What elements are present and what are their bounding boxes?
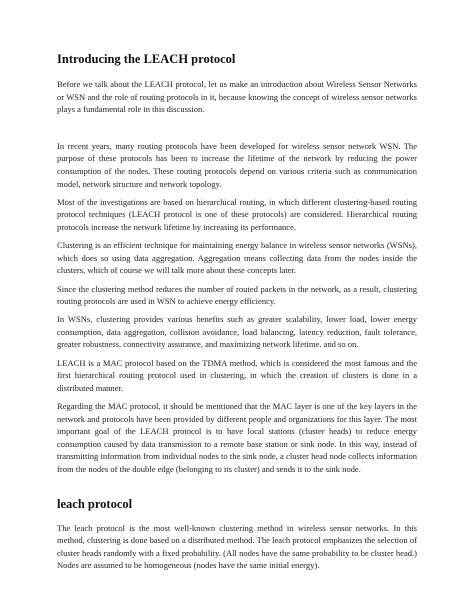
paragraph-mac-protocol: Regarding the MAC protocol, it should be mentioned that the MAC layer is one of the key layers in the network and protocols have been provided by different people and organizations for this layer. The most important goal of the LEACH protocol is to have local stations (cluster heads) to reduce energy consumption caused by data transmission to a remote base station or sink node. In this way, instead of transmitting information from individual nodes to the sink node, a cluster head node collects information from the nodes of the double edge (belonging to its cluster) and sends it to the sink node.	[57, 401, 417, 474]
body-section	[57, 140, 417, 476]
paragraph-leach-mac: LEACH is a MAC protocol based on the TDMA method, which is considered the most famous and the first hierarchical routing protocol used in clustering, in which the creation of clusters is done in a distributed manner.	[57, 357, 417, 393]
section-heading-introducing-leach: Introducing the LEACH protocol	[57, 52, 236, 66]
paragraph-hierarchical-routing: Most of the investigations are based on hierarchical routing, in which different clustering-based routing protocol techniques (LEACH protocol is one of these protocols) are considered. Hierarchical routing protocols increase the network lifetime by increasing its performance.	[57, 196, 417, 232]
leach-section	[57, 522, 417, 572]
paragraph-routing-protocols: In recent years, many routing protocols have been developed for wireless sensor network WSN. The purpose of these protocols has been to increase the lifetime of the network by reducing the power consumption of the nodes. These routing protocols depend on various criteria such as communication model, network structure and network topology.	[57, 140, 417, 189]
paragraph-clustering-benefits: In WSNs, clustering provides various benefits such as greater scalability, lower load, lower energy consumption, data aggregation, collision avoidance, load balancing, latency reduction, fault tolerance, greater robustness, connectivity assurance, and maximizing network lifetime. and so on.	[57, 314, 417, 350]
paragraph-leach-description: The leach protocol is the most well-known clustering method in wireless sensor networks. In this method, clustering is done based on a distributed method. The leach protocol emphasizes the selection of cluster heads randomly with a fixed probability. (All nodes have the same probability to be cluster head.) Nodes are assumed to be homogeneous (nodes have the same initial energy).	[57, 522, 417, 571]
paragraph-clustering: Clustering is an efficient technique for maintaining energy balance in wireless sensor networks (WSNs), which does so using data aggregation. Aggregation means collecting data from the nodes inside the clusters, which of course we will talk more about these concepts later.	[57, 240, 417, 276]
intro-paragraph: Before we talk about the LEACH protocol, let us make an introduction about Wireless Sensor Networks or WSN and the role of routing protocols in it, because knowing the concept of wireless sensor networks plays a fundamental role in this discussion.	[57, 79, 417, 115]
section-heading-leach-protocol: leach protocol	[57, 496, 133, 511]
paragraph-clustering-method: Since the clustering method reduces the number of routed packets in the network, as a result, clustering routing protocols are used in WSN to achieve energy efficiency.	[57, 283, 417, 307]
